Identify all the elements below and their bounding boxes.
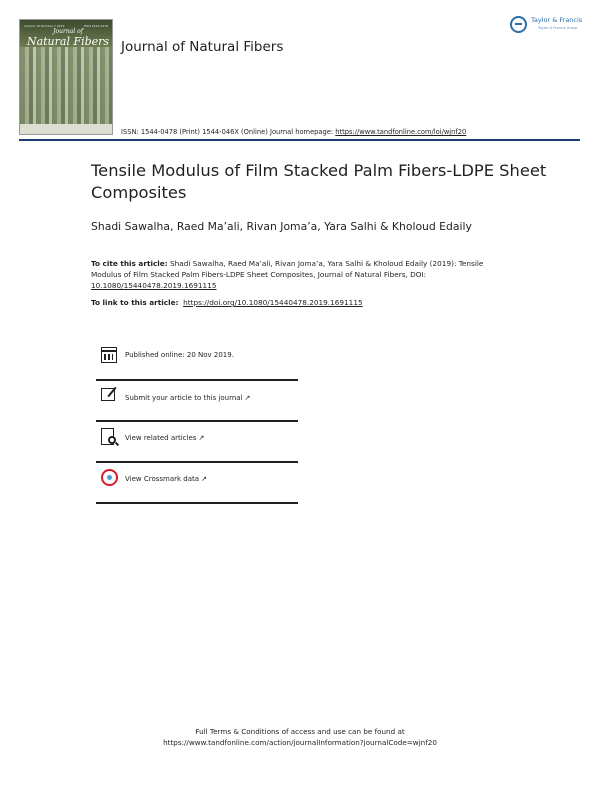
published-date-text: Published online: 20 Nov 2019. xyxy=(125,351,234,359)
issn-text: ISSN: 1544-0478 (Print) 1544-046X (Online) Journal homepage: xyxy=(121,128,336,136)
submit-article-row[interactable] xyxy=(96,388,298,428)
external-link-icon: ↗ xyxy=(244,394,251,402)
row-divider xyxy=(96,461,298,463)
link-label: To link to this article: xyxy=(91,298,179,307)
issn-line xyxy=(121,128,466,136)
row-divider xyxy=(96,502,298,504)
article-doi-link[interactable]: https://doi.org/10.1080/15440478.2019.1691115 xyxy=(183,298,363,307)
cite-text: Shadi Sawalha, Raed Ma’ali, Rivan Joma’a, Yara Salhi & Kholoud Edaily (2019): Tensile Modulus of Film Stacked Palm Fibers-LDPE Sheet Composites, Journal of Natural Fibers, DOI: xyxy=(91,259,484,279)
publisher-name: Taylor & Francis xyxy=(531,16,583,24)
submit-article-link[interactable]: Submit your article to this journal ↗ xyxy=(125,394,251,402)
terms-link[interactable]: https://www.tandfonline.com/action/journalInformation?journalCode=wjnf20 xyxy=(163,738,437,747)
crossmark-icon xyxy=(101,469,118,486)
publisher-logo[interactable] xyxy=(510,15,585,35)
journal-title[interactable]: Journal of Natural Fibers xyxy=(121,39,284,55)
header-divider xyxy=(19,139,580,141)
citation-block xyxy=(91,258,511,291)
article-authors: Shadi Sawalha, Raed Ma’ali, Rivan Joma’a, Yara Salhi & Kholoud Edaily xyxy=(91,220,472,233)
terms-line: Full Terms & Conditions of access and use can be found at xyxy=(195,727,405,736)
journal-cover-image xyxy=(19,19,113,135)
cover-footer xyxy=(20,124,112,134)
published-row xyxy=(96,347,298,387)
journal-homepage-link[interactable]: https://www.tandfonline.com/loi/wjnf20 xyxy=(335,128,467,136)
article-title[interactable]: Tensile Modulus of Film Stacked Palm Fibers-LDPE Sheet Composites xyxy=(91,161,547,202)
row-divider xyxy=(96,379,298,381)
calendar-icon xyxy=(101,347,117,363)
cite-doi-link[interactable]: 10.1080/15440478.2019.1691115 xyxy=(91,281,217,290)
article-link-line xyxy=(91,298,363,307)
cover-title xyxy=(26,29,110,47)
related-articles-icon xyxy=(101,428,114,445)
taylor-francis-logo-icon xyxy=(510,16,527,33)
related-articles-link[interactable]: View related articles ↗ xyxy=(125,434,205,442)
cover-volume-text: Volume 16 Number 7 2019 xyxy=(24,24,65,28)
crossmark-link[interactable]: View Crossmark data ↗ xyxy=(125,475,207,483)
edit-icon xyxy=(101,388,115,401)
external-link-icon: ↗ xyxy=(201,475,207,483)
external-link-icon: ↗ xyxy=(198,434,205,442)
cite-label: To cite this article: xyxy=(91,259,168,268)
cover-title-line2: Natural Fibers xyxy=(26,35,110,48)
terms-footer xyxy=(0,726,600,748)
cover-issn-text: ISSN 1544-0478 xyxy=(83,24,108,28)
row-divider xyxy=(96,420,298,422)
publisher-tagline: Taylor & Francis Group xyxy=(538,26,578,30)
cover-title-line1: Journal of xyxy=(53,28,83,35)
